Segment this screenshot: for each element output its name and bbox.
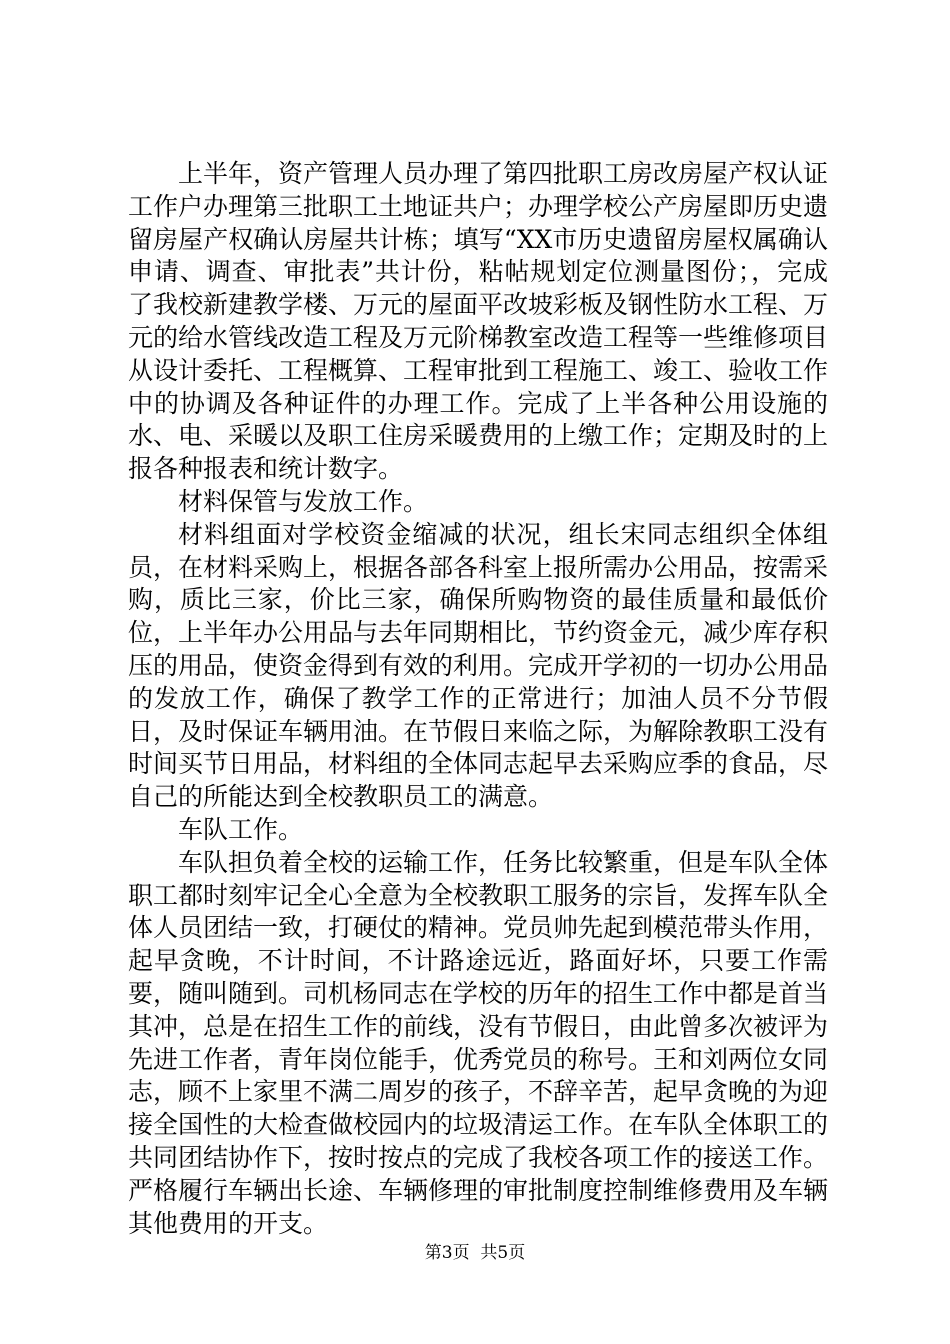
page-footer (0, 1242, 950, 1264)
section-heading-motor-pool: 车队工作。 (178, 814, 304, 844)
section-heading-materials: 材料保管与发放工作。 (178, 486, 429, 516)
page-number: 第3页 共5页 (424, 1243, 526, 1263)
paragraph-property-management: 上半年，资产管理人员办理了第四批职工房改房屋产权认证工作户办理第三批职工土地证共户；办理学校公产房屋即历史遗留房屋产权确认房屋共计栋；填写“XX市历史遗留房屋权属确认申请、调查、审批表”共计份，粘帖规划定位测量图份；，完成了我校新建教学楼、万元的屋面平改坡彩板及钢性防水工程、万元的给水管线改造工程及万元阶梯教室改造工程等一些维修项目从设计委托、工程概算、工程审批到工程施工、竣工、验收工作中的协调及各种证件的办理工作。完成了上半各种公用设施的水、电、采暖以及职工住房采暖费用的上缴工作；定期及时的上报各种报表和统计数字。 (128, 159, 829, 484)
paragraph-materials: 材料组面对学校资金缩减的状况，组长宋同志组织全体组员，在材料采购上，根据各部各科室上报所需办公用品，按需采购，质比三家，价比三家，确保所购物资的最佳质量和最低价位，上半年办公用品与去年同期相比，节约资金元，减少库存积压的用品，使资金得到有效的利用。完成开学初的一切办公用品的发放工作，确保了教学工作的正常进行；加油人员不分节假日，及时保证车辆用油。在节假日来临之际，为解除教职工没有时间买节日用品，材料组的全体同志起早去采购应季的食品，尽自己的所能达到全校教职员工的满意。 (128, 519, 829, 812)
paragraph-motor-pool: 车队担负着全校的运输工作，任务比较繁重，但是车队全体职工都时刻牢记全心全意为全校教职工服务的宗旨，发挥车队全体人员团结一致，打硬仗的精神。党员帅先起到模范带头作用，起早贪晚，不计时间，不计路途远近，路面好坏，只要工作需要，随叫随到。司机杨同志在学校的历年的招生工作中都是首当其冲，总是在招生工作的前线，没有节假日，由此曾多次被评为先进工作者，青年岗位能手，优秀党员的称号。王和刘两位女同志，顾不上家里不满二周岁的孩子，不辞辛苦，起早贪晚的为迎接全国性的大检查做校园内的垃圾清运工作。在车队全体职工的共同团结协作下，按时按点的完成了我校各项工作的接送工作。严格履行车辆出长途、车辆修理的审批制度控制维修费用及车辆其他费用的开支。 (128, 847, 829, 1238)
document-body (128, 158, 828, 1240)
